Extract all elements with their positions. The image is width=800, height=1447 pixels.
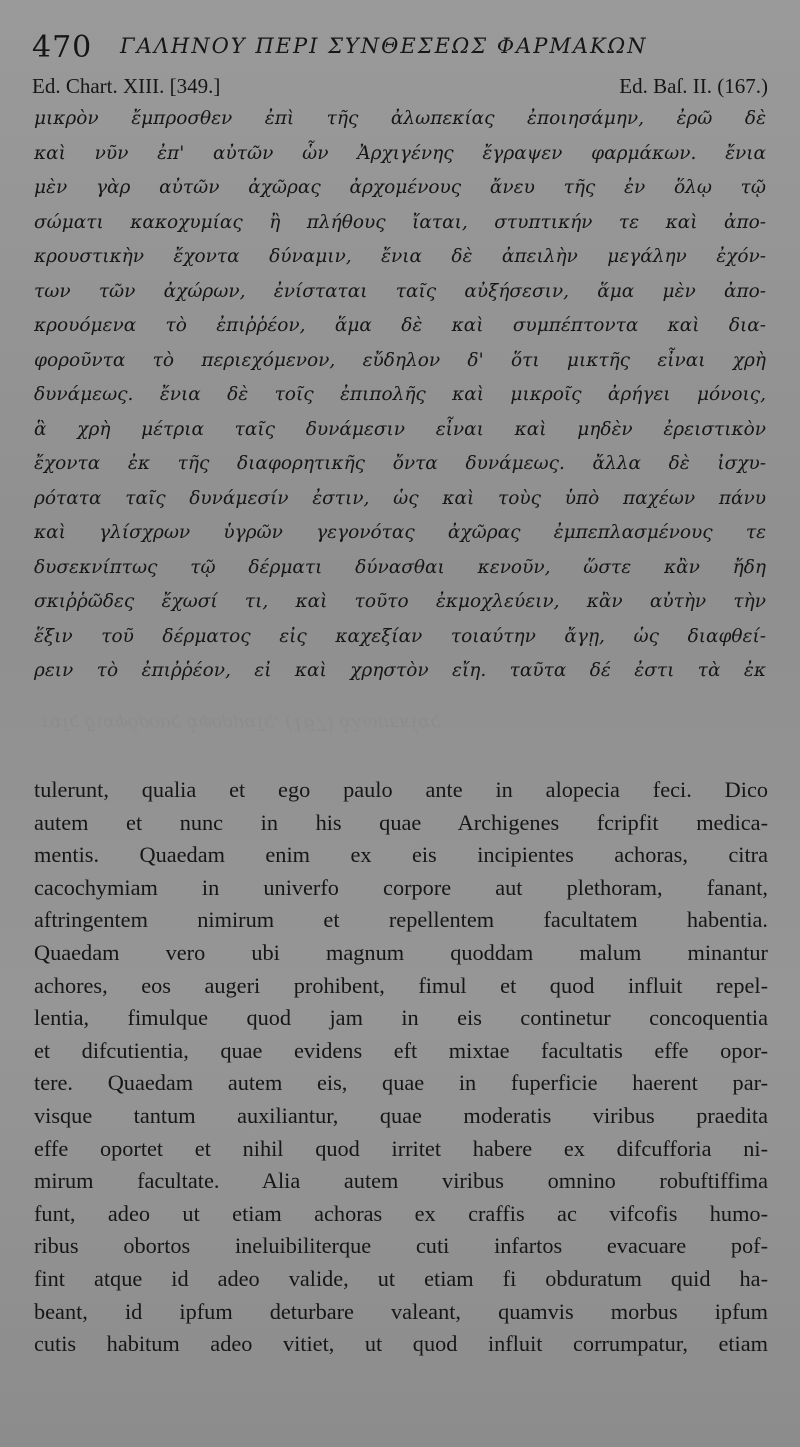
bleed-through-text: ταῖς διαφόρους ἀφορμαῖς, (167) ἀλωπεκίας [40,713,441,734]
greek-line: ἃ χρὴ μέτρια ταῖς δυνάμεσιν εἶναι καὶ μηδὲν ἐρειστικὸν [34,418,766,440]
latin-text-block [34,774,768,1361]
latin-line: funt, adeo ut etiam achoras ex craffis ac vifcofis humo- [34,1200,768,1226]
greek-line: καὶ γλίσχρων ὑγρῶν γεγονότας ἀχῶρας ἐμπεπλασμένους τε [34,522,766,543]
greek-line: καὶ νῦν ἐπ' αὐτῶν ὧν Ἀρχιγένης ἔγραψεν φαρμάκων. ἔνια [34,142,766,164]
running-title: ΓΑΛΗΝΟΥ ΠΕΡΙ ΣΥΝΘΕΣΕΩΣ ΦΑΡΜΑΚΩΝ [120,34,648,58]
greek-line: κρουόμενα τὸ ἐπιῤῥέον, ἅμα δὲ καὶ συμπέπτοντα καὶ δια- [34,315,766,336]
edition-reference [32,74,768,100]
latin-line: aftringentem nimirum et repellentem facultatem habentia. [34,907,768,933]
edition-charter-ref: Ed. Chart. XIII. [349.] [32,74,221,98]
greek-line: ἔχοντα ἐκ τῆς διαφορητικῆς ὄντα δυνάμεως. ἄλλα δὲ ἰσχυ- [34,453,766,474]
latin-line: tere. Quaedam autem eis, quae in fuperficie haerent par- [34,1070,768,1096]
greek-line: κρουστικὴν ἔχοντα δύναμιν, ἔνια δὲ ἀπειλὴν μεγάλην ἐχόν- [34,246,766,267]
greek-text-block [34,102,766,689]
page-header [32,30,772,66]
latin-line: mirum facultate. Alia autem viribus omnino robuftiffima [34,1168,768,1194]
greek-line: ἕξιν τοῦ δέρματος εἰς καχεξίαν τοιαύτην ἄγῃ, ὡς διαφθεί- [34,625,766,647]
latin-line: tulerunt, qualia et ego paulo ante in alopecia feci. Dico [34,777,768,802]
edition-basel-ref: Ed. Baſ. II. (167.) [619,74,768,98]
greek-line: σώματι κακοχυμίας ἢ πλήθους ἴαται, στυπτικήν τε καὶ ἀπο- [34,211,766,233]
latin-line: beant, id ipfum deturbare valeant, quamvis morbus ipfum [34,1298,768,1324]
greek-line: ρειν τὸ ἐπιῤῥέον, εἰ καὶ χρηστὸν εἴη. ταῦτα δέ ἐστι τὰ ἐκ [34,660,766,681]
page-number: 470 [32,30,93,65]
latin-line: et difcutientia, quae evidens eft mixtae facultatis effe opor- [34,1037,768,1063]
greek-line: φοροῦντα τὸ περιεχόμενον, εὔδηλον δ' ὅτι μικτῆς εἶναι χρὴ [34,349,766,371]
greek-line: ρότατα ταῖς δυνάμεσίν ἐστιν, ὡς καὶ τοὺς ὑπὸ παχέων πάνυ [34,487,766,509]
latin-line: lentia, fimulque quod jam in eis continetur concoquentia [34,1005,768,1031]
latin-line: autem et nunc in his quae Archigenes fcripfit medica- [34,809,768,835]
latin-line: fint atque id adeo valide, ut etiam fi obduratum quid ha- [34,1265,768,1291]
latin-line: Quaedam vero ubi magnum quoddam malum minantur [34,939,768,965]
latin-line: effe oportet et nihil quod irritet habere ex difcufforia ni- [34,1135,768,1161]
latin-line: cutis habitum adeo vitiet, ut quod influit corrumpatur, etiam [34,1331,768,1357]
latin-line: visque tantum auxiliantur, quae moderatis viribus praedita [34,1102,768,1128]
greek-line: μὲν γὰρ αὐτῶν ἀχῶρας ἀρχομένους ἄνευ τῆς ἐν ὅλῳ τῷ [34,177,766,198]
greek-line: δυσεκνίπτως τῷ δέρματι δύνασθαι κενοῦν, ὥστε κἂν ἤδη [34,556,766,578]
greek-line: μικρὸν ἔμπροσθεν ἐπὶ τῆς ἀλωπεκίας ἐποιησάμην, ἐρῶ δὲ [34,108,766,129]
greek-line: σκιῤῥῶδες ἔχωσί τι, καὶ τοῦτο ἐκμοχλεύειν, κἂν αὐτὴν τὴν [34,591,766,612]
greek-line: δυνάμεως. ἔνια δὲ τοῖς ἐπιπολῆς καὶ μικροῖς ἀρήγει μόνοις, [34,384,766,405]
latin-line: ribus obortos ineluibiliterque cuti infartos evacuare pof- [34,1233,768,1259]
latin-line: achores, eos augeri prohibent, fimul et quod influit repel- [34,972,768,998]
greek-line: των τῶν ἀχώρων, ἐνίσταται ταῖς αὐξήσεσιν, ἅμα μὲν ἀπο- [34,280,766,302]
latin-line: mentis. Quaedam enim ex eis incipientes achoras, citra [34,842,768,868]
latin-line: cacochymiam in univerfo corpore aut plethoram, fanant, [34,874,768,900]
